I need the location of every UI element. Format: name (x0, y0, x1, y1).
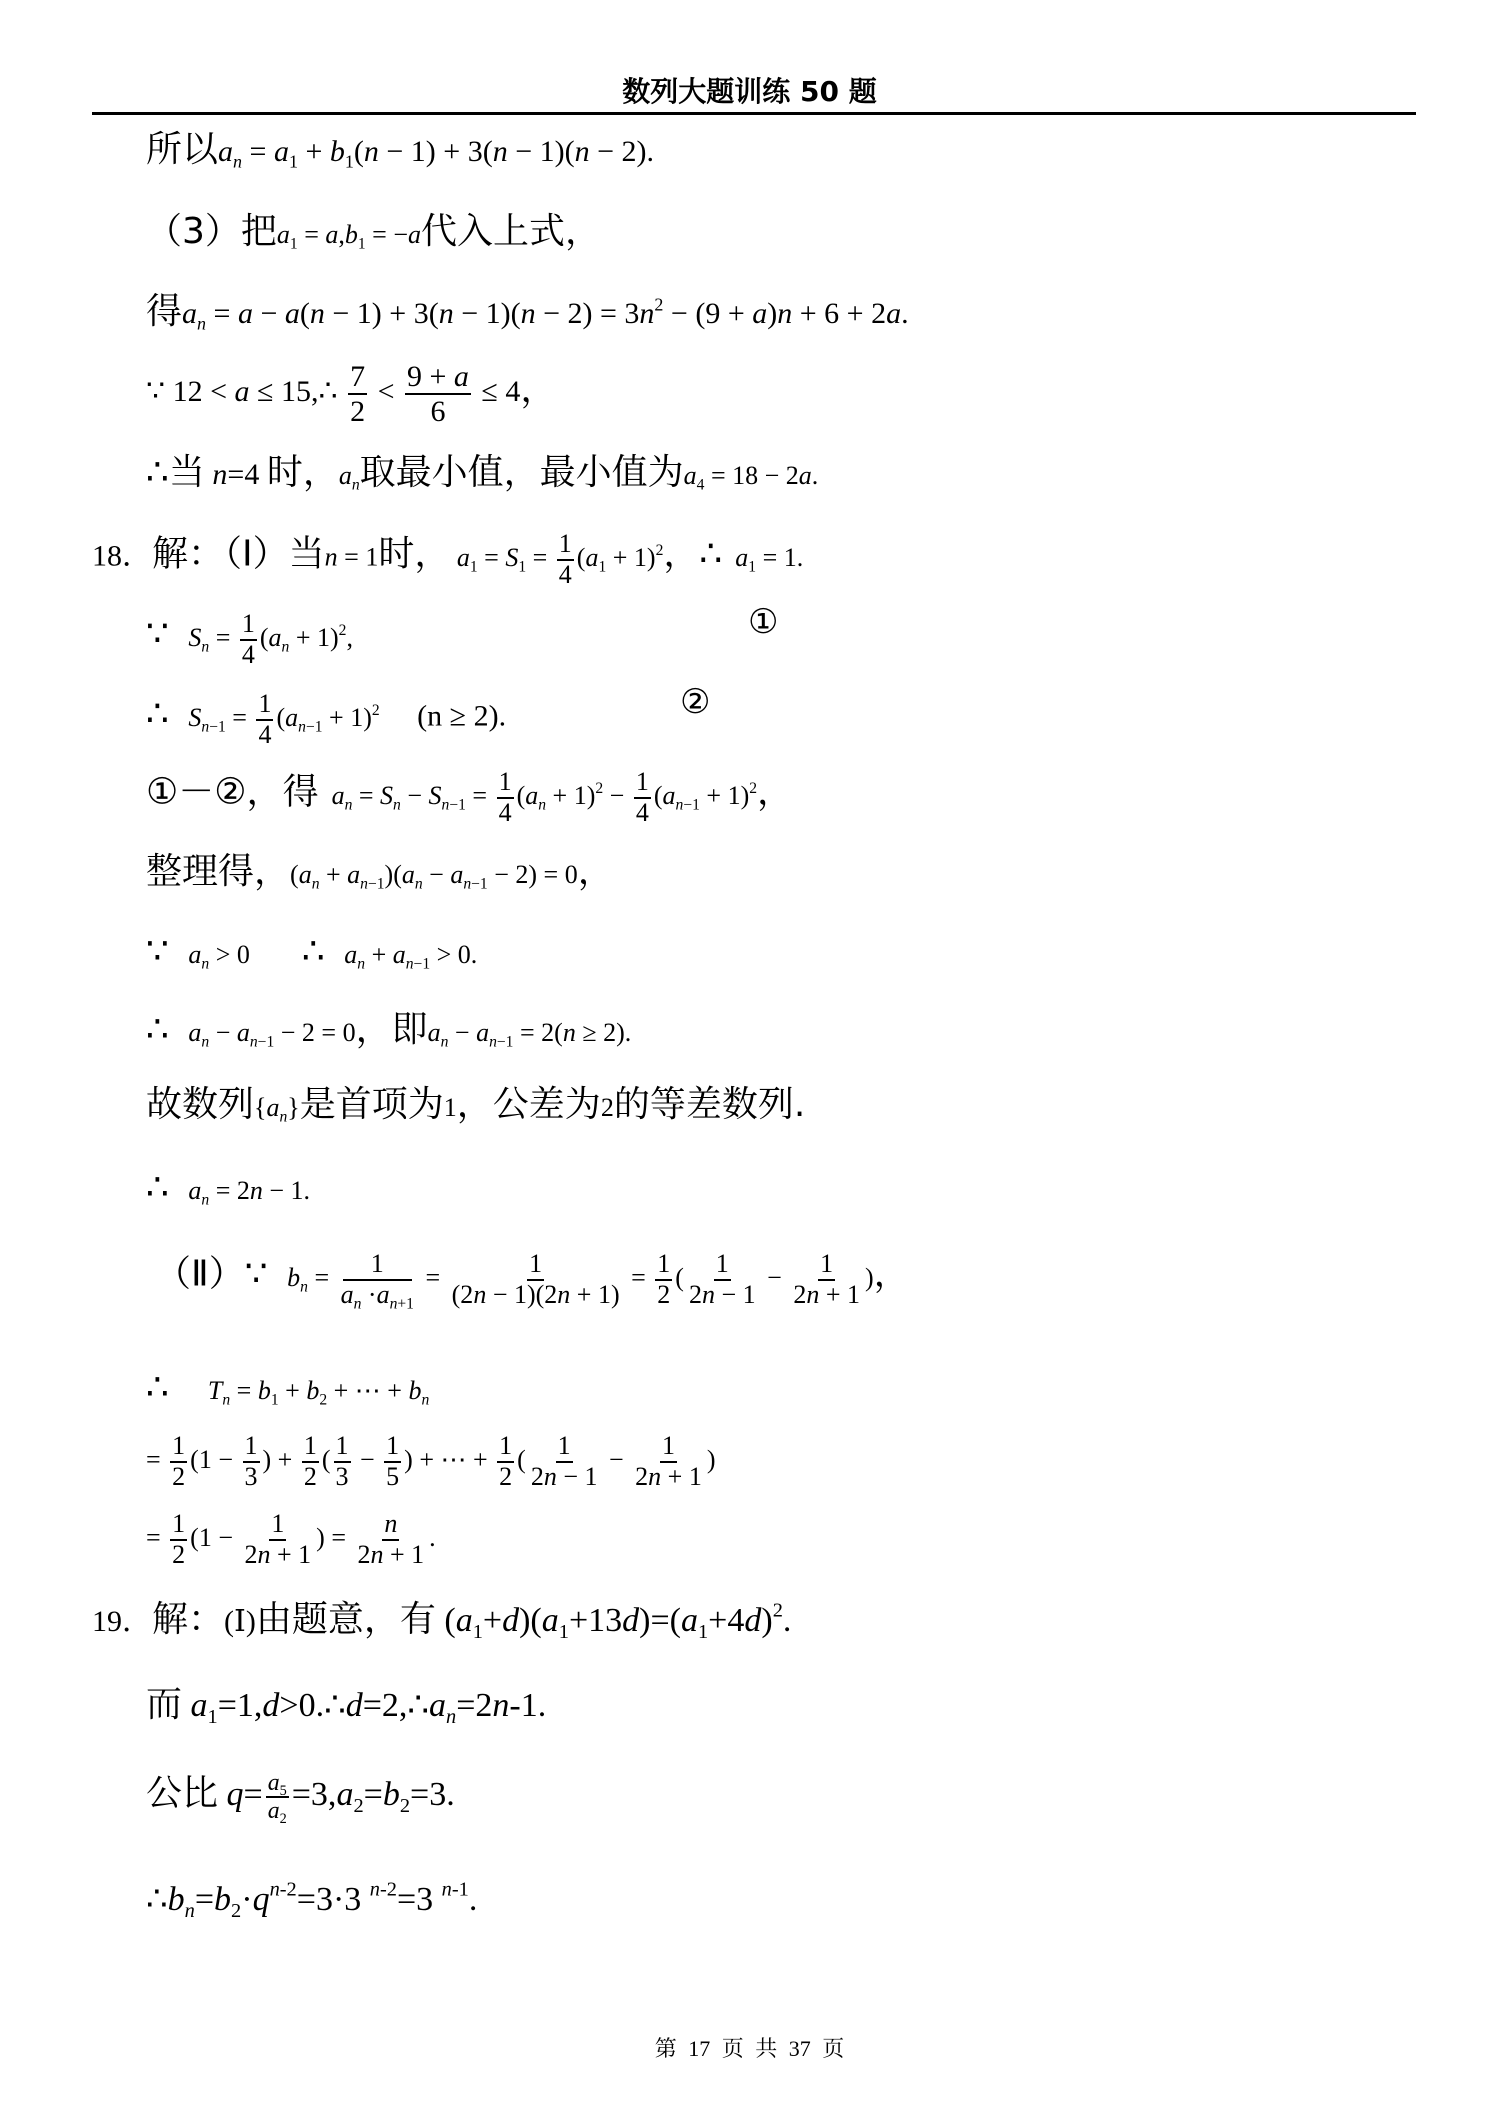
equation-marker-2: ② (680, 684, 711, 721)
q18-tn-sum: ∴ $T_n = b_1 + b_2$ + ⋯ + $b_n$ (146, 1367, 430, 1409)
q19-ratio: 公比 q= $\frac{a_5}{a_2}$ $=3,a_2=b_2=3$. (146, 1770, 455, 1828)
q18-tn-result: = $\frac{1}{2}$ (1 − $\frac{1}{2n + 1}$ ) = $\frac{n}{2n + 1}$ . (146, 1509, 436, 1569)
q18-sn-formula: ∵ $S_n$ = $\frac{1}{4}$ $(a_n + 1)^2$, (146, 609, 353, 669)
q18-an-result: ∴ $a_n = 2n - 1$. (146, 1167, 311, 1209)
q19-part1-condition: 19．解：(Ⅰ)由题意，有 $(a_1+d)(a_1+13d)=(a_1+4d)^2$. (92, 1599, 792, 1644)
line-part3-substitute: （3）把$a_1 = a,b_1 = -a$代入上式， (146, 211, 602, 253)
line-an-general: 所以$a_n = a_1 + b_1(n - 1) + 3(n - 1)(n - 2)$. (146, 129, 655, 172)
q19-d-and-an: 而 $a_1=1,d>0.\therefore d=2,\therefore a_n=2n-1$. (146, 1684, 547, 1729)
q18-conclusion-arithmetic: 故数列$\{a_n\}$是首项为1，公差为2的等差数列. (146, 1084, 806, 1126)
q18-positive: ∵ $a_n > 0$ ∴ $a_n + a_{n-1} > 0$. (146, 931, 478, 973)
document-header-title: 数列大题训练 50 题 (622, 75, 877, 108)
q18-difference: ∴ $a_n - a_{n-1} - 2 = 0$，即$a_n - a_{n-1} = 2(n \ge 2)$. (146, 1009, 632, 1051)
q18-subtract: ①－②，得 $a_n = S_n - S_{n-1}$ = $\frac{1}{4}$ $(a_n + 1)^2$ − $\frac{1}{4}$ $(a_{n-1} + 1)^2$， (146, 767, 794, 827)
q18-part2-bn: （Ⅱ）∵ $b_n$ = $\frac{1}{a_n \cdot a_{n+1}}$ = $\frac{1}{(2n - 1)(2n + 1)}$ = $\frac{1}{2}$ ( $\frac{1}{2n - 1}$ − $\frac{1}{2n + 1}$ )， (155, 1249, 910, 1313)
equation-marker-1: ① (748, 604, 779, 641)
q18-sn-minus-1: ∴ $S_{n-1}$ = $\frac{1}{4}$ $(a_{n-1} + 1)^2$ (n ≥ 2). (146, 689, 507, 749)
line-min-value: ∴当 n=4 时，$a_n$取最小值，最小值为$a_4 = 18 - 2a$. (146, 452, 819, 494)
q18-factor: 整理得，$(a_n + a_{n-1})(a_n - a_{n-1} - 2) = 0$， (146, 851, 614, 893)
q18-part1-n1: 18．解：（Ⅰ）当n = 1时， $a_1 = S_1$ = $\frac{1}{4}$ $(a_1 + 1)^2$，∴ $a_1 = 1$. (92, 529, 804, 589)
line-an-expanded: 得$a_n = a - a(n - 1) + 3(n - 1)(n - 2) = 3n^2 - (9 + a)n + 6 + 2a$. (146, 291, 909, 334)
header-rule (92, 112, 1416, 115)
line-range-a: ∵ 12 < a ≤ 15,∴ $\frac{7}{2}$ < $\frac{9 + a}{6}$ ≤ 4， (146, 360, 557, 428)
page-footer: 第 17 页 共 37 页 (654, 2036, 845, 2061)
q18-tn-telescoping: = $\frac{1}{2}$ (1 − $\frac{1}{3}$ ) + $\frac{1}{2}$ ( $\frac{1}{3}$ − $\frac{1}{5}$ ) + ⋯ + $\frac{1}{2}$ ( $\frac{1}{2n - 1}$ − $\frac{1}{2n + 1}$ ) (146, 1431, 716, 1491)
q19-bn-result: $\therefore b_n=b_2\cdot q^{n-2}=3\cdot 3$ $^{n-2}$=3 $^{n-1}$. (146, 1878, 478, 1923)
